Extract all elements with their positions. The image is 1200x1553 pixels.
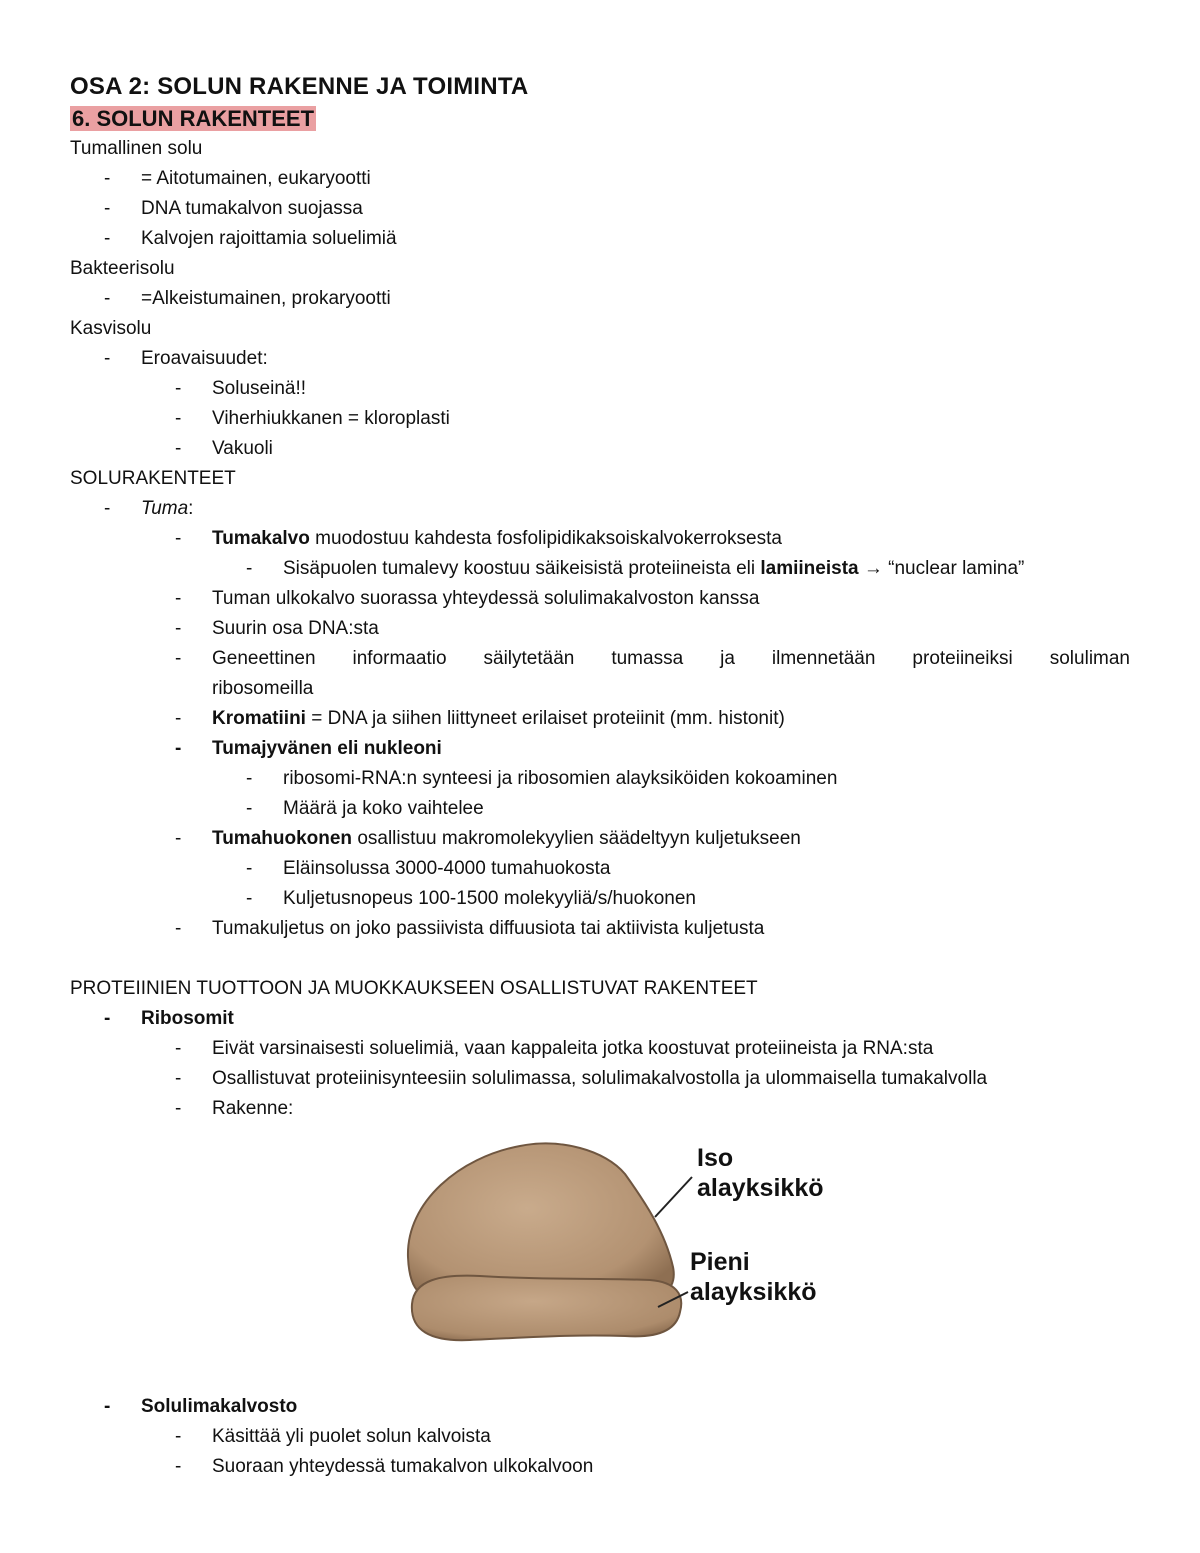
bakteeri-label: Bakteerisolu bbox=[70, 258, 175, 279]
list-item: - Kromatiini = DNA ja siihen liittyneet erilaiset proteiinit (mm. histonit) bbox=[175, 708, 785, 729]
list-item: - Määrä ja koko vaihtelee bbox=[246, 798, 484, 819]
section-heading bbox=[70, 104, 1130, 134]
list-item: - ribosomi-RNA:n synteesi ja ribosomien alayksiköiden kokoaminen bbox=[246, 768, 838, 789]
list-item: - Viherhiukkanen = kloroplasti bbox=[175, 408, 450, 429]
list-item: - Tumakuljetus on joko passiivista diffuusiota tai aktiivista kuljetusta bbox=[175, 918, 765, 939]
small-subunit-label-line2: alayksikkö bbox=[690, 1278, 817, 1306]
list-item: - Geneettinen informaatio säilytetään tumassa ja ilmennetään proteiineiksi soluliman bbox=[175, 648, 1130, 669]
document-title: OSA 2: SOLUN RAKENNE JA TOIMINTA bbox=[70, 73, 529, 100]
list-item: - Soluseinä!! bbox=[175, 378, 307, 399]
large-subunit-pointer bbox=[655, 1177, 692, 1217]
document-page bbox=[70, 70, 1130, 1482]
proteiinit-label: PROTEIINIEN TUOTTOON JA MUOKKAUKSEEN OSALLISTUVAT RAKENTEET bbox=[70, 978, 758, 999]
list-item: - Tuman ulkokalvo suorassa yhteydessä solulimakalvoston kanssa bbox=[175, 588, 760, 609]
list-item: - Eivät varsinaisesti soluelimiä, vaan kappaleita jotka koostuvat proteiineista ja RNA:sta bbox=[175, 1038, 934, 1059]
list-item: - Eläinsolussa 3000-4000 tumahuokosta bbox=[246, 858, 611, 879]
small-subunit-label-line1: Pieni bbox=[690, 1248, 750, 1276]
list-item: - Tuma: bbox=[104, 498, 194, 519]
list-item: - Eroavaisuudet: bbox=[104, 348, 268, 369]
list-item: - Tumahuokonen osallistuu makromolekyylien säädeltyyn kuljetukseen bbox=[175, 828, 801, 849]
list-item: - Sisäpuolen tumalevy koostuu säikeisistä proteiineista eli lamiineista → “nuclear lamina” bbox=[246, 558, 1025, 579]
kasvi-label: Kasvisolu bbox=[70, 318, 152, 339]
list-item: - = Aitotumainen, eukaryootti bbox=[104, 168, 371, 189]
ribosome-figure bbox=[70, 1132, 1130, 1372]
list-item: - Suurin osa DNA:sta bbox=[175, 618, 379, 639]
list-item: - Osallistuvat proteiinisynteesiin solulimassa, solulimakalvostolla ja ulommaisella tumakalvolla bbox=[175, 1068, 988, 1089]
small-subunit-shape bbox=[412, 1276, 681, 1341]
list-item-continuation: ribosomeilla bbox=[212, 678, 314, 699]
list-item: - Tumajyvänen eli nukleoni bbox=[175, 738, 442, 759]
list-item: - Käsittää yli puolet solun kalvoista bbox=[175, 1426, 491, 1447]
list-item: - Rakenne: bbox=[175, 1098, 294, 1119]
list-item: - =Alkeistumainen, prokaryootti bbox=[104, 288, 391, 309]
section-heading-highlight: 6. SOLUN RAKENTEET bbox=[72, 106, 315, 131]
list-item: - Kuljetusnopeus 100-1500 molekyyliä/s/huokonen bbox=[246, 888, 696, 909]
list-item: - Suoraan yhteydessä tumakalvon ulkokalvoon bbox=[175, 1456, 594, 1477]
tumallinen-label: Tumallinen solu bbox=[70, 138, 203, 159]
list-item: - Kalvojen rajoittamia soluelimiä bbox=[104, 228, 397, 249]
large-subunit-label-line1: Iso bbox=[697, 1144, 734, 1172]
list-item: - Tumakalvo muodostuu kahdesta fosfolipidikaksoiskalvokerroksesta bbox=[175, 528, 782, 549]
list-item: - Vakuoli bbox=[175, 438, 273, 459]
solurakenteet-label: SOLURAKENTEET bbox=[70, 468, 236, 489]
large-subunit-label-line2: alayksikkö bbox=[697, 1174, 824, 1202]
list-item: - Ribosomit bbox=[104, 1008, 234, 1029]
ribosome-diagram bbox=[400, 1132, 860, 1362]
list-item: - DNA tumakalvon suojassa bbox=[104, 198, 363, 219]
list-item: - Solulimakalvosto bbox=[104, 1396, 298, 1417]
